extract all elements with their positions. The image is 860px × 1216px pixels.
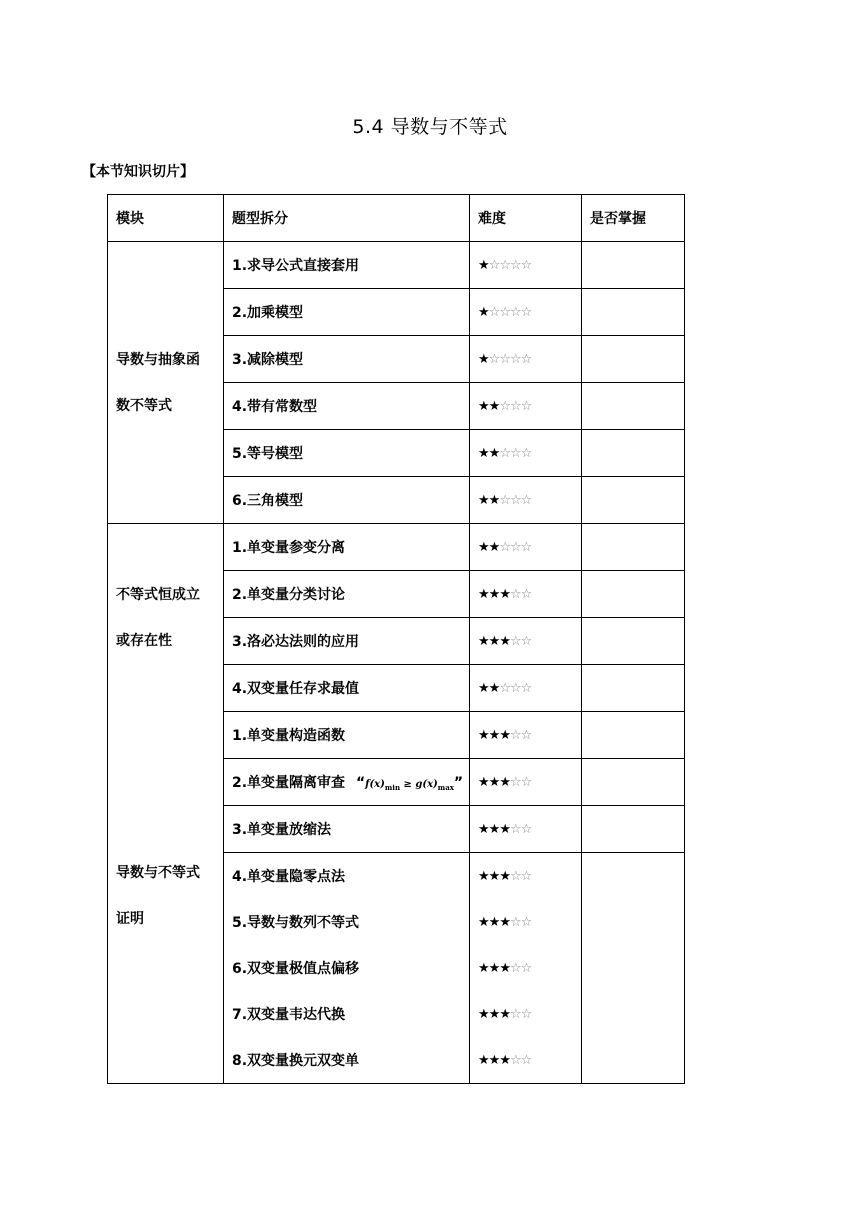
filled-star-icon: ★ [478,492,489,508]
difficulty-stars [470,899,582,945]
filled-star-icon: ★ [478,868,489,884]
difficulty-stars [470,806,582,853]
empty-star-icon: ☆ [520,1052,532,1068]
filled-star-icon: ★ [488,1006,500,1022]
difficulty-stars [470,945,582,991]
empty-star-icon: ☆ [520,1006,532,1022]
question-type-cell: 4.单变量隐零点法 [224,853,470,900]
question-type-cell: 3.单变量放缩法 [224,806,470,853]
filled-star-icon: ★ [499,586,510,602]
question-type-cell: 3.减除模型 [224,336,470,383]
question-type-cell: 4.双变量任存求最值 [224,665,470,712]
mastered-cell[interactable] [582,336,685,383]
filled-star-icon: ★ [478,257,489,273]
mastered-cell[interactable] [582,571,685,618]
empty-star-icon: ☆ [499,492,510,508]
module-name-line2: 或存在性 [116,632,172,649]
filled-star-icon: ★ [499,1052,510,1068]
empty-star-icon: ☆ [520,586,532,602]
knowledge-table [107,194,685,1084]
empty-star-icon: ☆ [520,257,532,273]
filled-star-icon: ★ [478,774,489,790]
filled-star-icon: ★ [488,914,500,930]
filled-star-icon: ★ [499,774,510,790]
difficulty-stars [470,618,582,665]
difficulty-stars [470,289,582,336]
mastered-cell[interactable] [582,853,685,1084]
empty-star-icon: ☆ [520,774,532,790]
mastered-cell[interactable] [582,524,685,571]
difficulty-stars [470,524,582,571]
empty-star-icon: ☆ [520,633,532,649]
question-type-cell: 6.三角模型 [224,477,470,524]
formula-text: $f(x)_{min} \ge g(x)_{max}$ [365,779,454,792]
filled-star-icon: ★ [499,1006,510,1022]
filled-star-icon: ★ [488,821,500,837]
mastered-cell[interactable] [582,618,685,665]
filled-star-icon: ★ [478,1052,489,1068]
empty-star-icon: ☆ [509,680,521,696]
empty-star-icon: ☆ [499,445,510,461]
question-type-cell: 5.等号模型 [224,430,470,477]
filled-star-icon: ★ [488,1052,500,1068]
filled-star-icon: ★ [478,304,489,320]
empty-star-icon: ☆ [509,398,521,414]
filled-star-icon: ★ [488,960,500,976]
difficulty-stars [470,712,582,759]
filled-star-icon: ★ [478,398,489,414]
empty-star-icon: ☆ [509,821,521,837]
empty-star-icon: ☆ [520,914,532,930]
difficulty-stars [470,1037,582,1084]
mastered-cell[interactable] [582,430,685,477]
empty-star-icon: ☆ [488,304,500,320]
module-cell [108,524,224,712]
empty-star-icon: ☆ [509,539,521,555]
empty-star-icon: ☆ [520,539,532,555]
empty-star-icon: ☆ [499,539,510,555]
empty-star-icon: ☆ [509,492,521,508]
table-header-row [108,195,685,242]
mastered-cell[interactable] [582,289,685,336]
empty-star-icon: ☆ [509,774,521,790]
empty-star-icon: ☆ [509,1052,521,1068]
module-name-line1: 导数与抽象函 [116,351,200,368]
question-type-cell [224,759,470,806]
filled-star-icon: ★ [499,821,510,837]
header-difficulty: 难度 [470,195,582,242]
filled-star-icon: ★ [478,821,489,837]
empty-star-icon: ☆ [520,960,532,976]
question-type-cell: 2.加乘模型 [224,289,470,336]
mastered-cell[interactable] [582,712,685,759]
empty-star-icon: ☆ [509,445,521,461]
difficulty-stars [470,853,582,900]
empty-star-icon: ☆ [499,680,510,696]
table-row [108,242,685,289]
difficulty-stars [470,430,582,477]
question-type-cell: 8.双变量换元双变单 [224,1037,470,1084]
empty-star-icon: ☆ [499,304,510,320]
filled-star-icon: ★ [499,868,510,884]
difficulty-stars [470,336,582,383]
filled-star-icon: ★ [488,633,500,649]
filled-star-icon: ★ [499,914,510,930]
empty-star-icon: ☆ [509,257,521,273]
filled-star-icon: ★ [478,539,489,555]
mastered-cell[interactable] [582,242,685,289]
filled-star-icon: ★ [478,586,489,602]
filled-star-icon: ★ [488,727,500,743]
question-type-cell: 1.求导公式直接套用 [224,242,470,289]
filled-star-icon: ★ [488,774,500,790]
empty-star-icon: ☆ [509,727,521,743]
mastered-cell[interactable] [582,665,685,712]
difficulty-stars [470,759,582,806]
difficulty-stars [470,242,582,289]
question-type-cell: 3.洛必达法则的应用 [224,618,470,665]
filled-star-icon: ★ [478,727,489,743]
empty-star-icon: ☆ [509,633,521,649]
question-type-text: 2.单变量隔离审查 [232,775,346,791]
header-mastered: 是否掌握 [582,195,685,242]
empty-star-icon: ☆ [509,304,521,320]
empty-star-icon: ☆ [509,868,521,884]
header-question-type: 题型拆分 [224,195,470,242]
difficulty-stars [470,665,582,712]
filled-star-icon: ★ [488,868,500,884]
empty-star-icon: ☆ [509,914,521,930]
empty-star-icon: ☆ [520,304,532,320]
question-type-cell: 7.双变量韦达代换 [224,991,470,1037]
section-label: 【本节知识切片】 [82,164,194,180]
module-cell [108,712,224,1084]
filled-star-icon: ★ [499,727,510,743]
empty-star-icon: ☆ [488,257,500,273]
empty-star-icon: ☆ [509,351,521,367]
filled-star-icon: ★ [478,351,489,367]
question-type-cell: 1.单变量构造函数 [224,712,470,759]
mastered-cell[interactable] [582,759,685,806]
filled-star-icon: ★ [478,633,489,649]
empty-star-icon: ☆ [520,680,532,696]
filled-star-icon: ★ [499,633,510,649]
filled-star-icon: ★ [478,960,489,976]
filled-star-icon: ★ [488,445,500,461]
empty-star-icon: ☆ [499,351,510,367]
filled-star-icon: ★ [478,1006,489,1022]
question-type-cell: 5.导数与数列不等式 [224,899,470,945]
empty-star-icon: ☆ [509,586,521,602]
filled-star-icon: ★ [478,445,489,461]
filled-star-icon: ★ [488,539,500,555]
filled-star-icon: ★ [478,680,489,696]
filled-star-icon: ★ [488,586,500,602]
empty-star-icon: ☆ [520,351,532,367]
filled-star-icon: ★ [499,960,510,976]
empty-star-icon: ☆ [520,445,532,461]
header-module: 模块 [108,195,224,242]
page-title: 5.4 导数与不等式 [352,116,508,138]
module-name-line2: 证明 [116,910,144,927]
difficulty-stars [470,477,582,524]
empty-star-icon: ☆ [499,398,510,414]
filled-star-icon: ★ [488,680,500,696]
module-name-line1: 导数与不等式 [116,864,200,881]
empty-star-icon: ☆ [520,492,532,508]
empty-star-icon: ☆ [520,398,532,414]
module-name-line2: 数不等式 [116,397,172,414]
table-row [108,524,685,571]
question-type-cell: 2.单变量分类讨论 [224,571,470,618]
module-cell [108,242,224,524]
difficulty-stars [470,383,582,430]
empty-star-icon: ☆ [520,727,532,743]
empty-star-icon: ☆ [520,868,532,884]
difficulty-stars [470,991,582,1037]
mastered-cell[interactable] [582,806,685,853]
question-type-cell: 6.双变量极值点偏移 [224,945,470,991]
filled-star-icon: ★ [478,914,489,930]
filled-star-icon: ★ [488,492,500,508]
table-row [108,712,685,759]
empty-star-icon: ☆ [499,257,510,273]
empty-star-icon: ☆ [488,351,500,367]
formula: “$f(x)_{min} \ge g(x)_{max}$” [355,775,464,792]
module-name-line1: 不等式恒成立 [116,586,200,603]
question-type-cell: 1.单变量参变分离 [224,524,470,571]
empty-star-icon: ☆ [520,821,532,837]
mastered-cell[interactable] [582,477,685,524]
difficulty-stars [470,571,582,618]
filled-star-icon: ★ [488,398,500,414]
empty-star-icon: ☆ [509,1006,521,1022]
question-type-cell: 4.带有常数型 [224,383,470,430]
empty-star-icon: ☆ [509,960,521,976]
mastered-cell[interactable] [582,383,685,430]
